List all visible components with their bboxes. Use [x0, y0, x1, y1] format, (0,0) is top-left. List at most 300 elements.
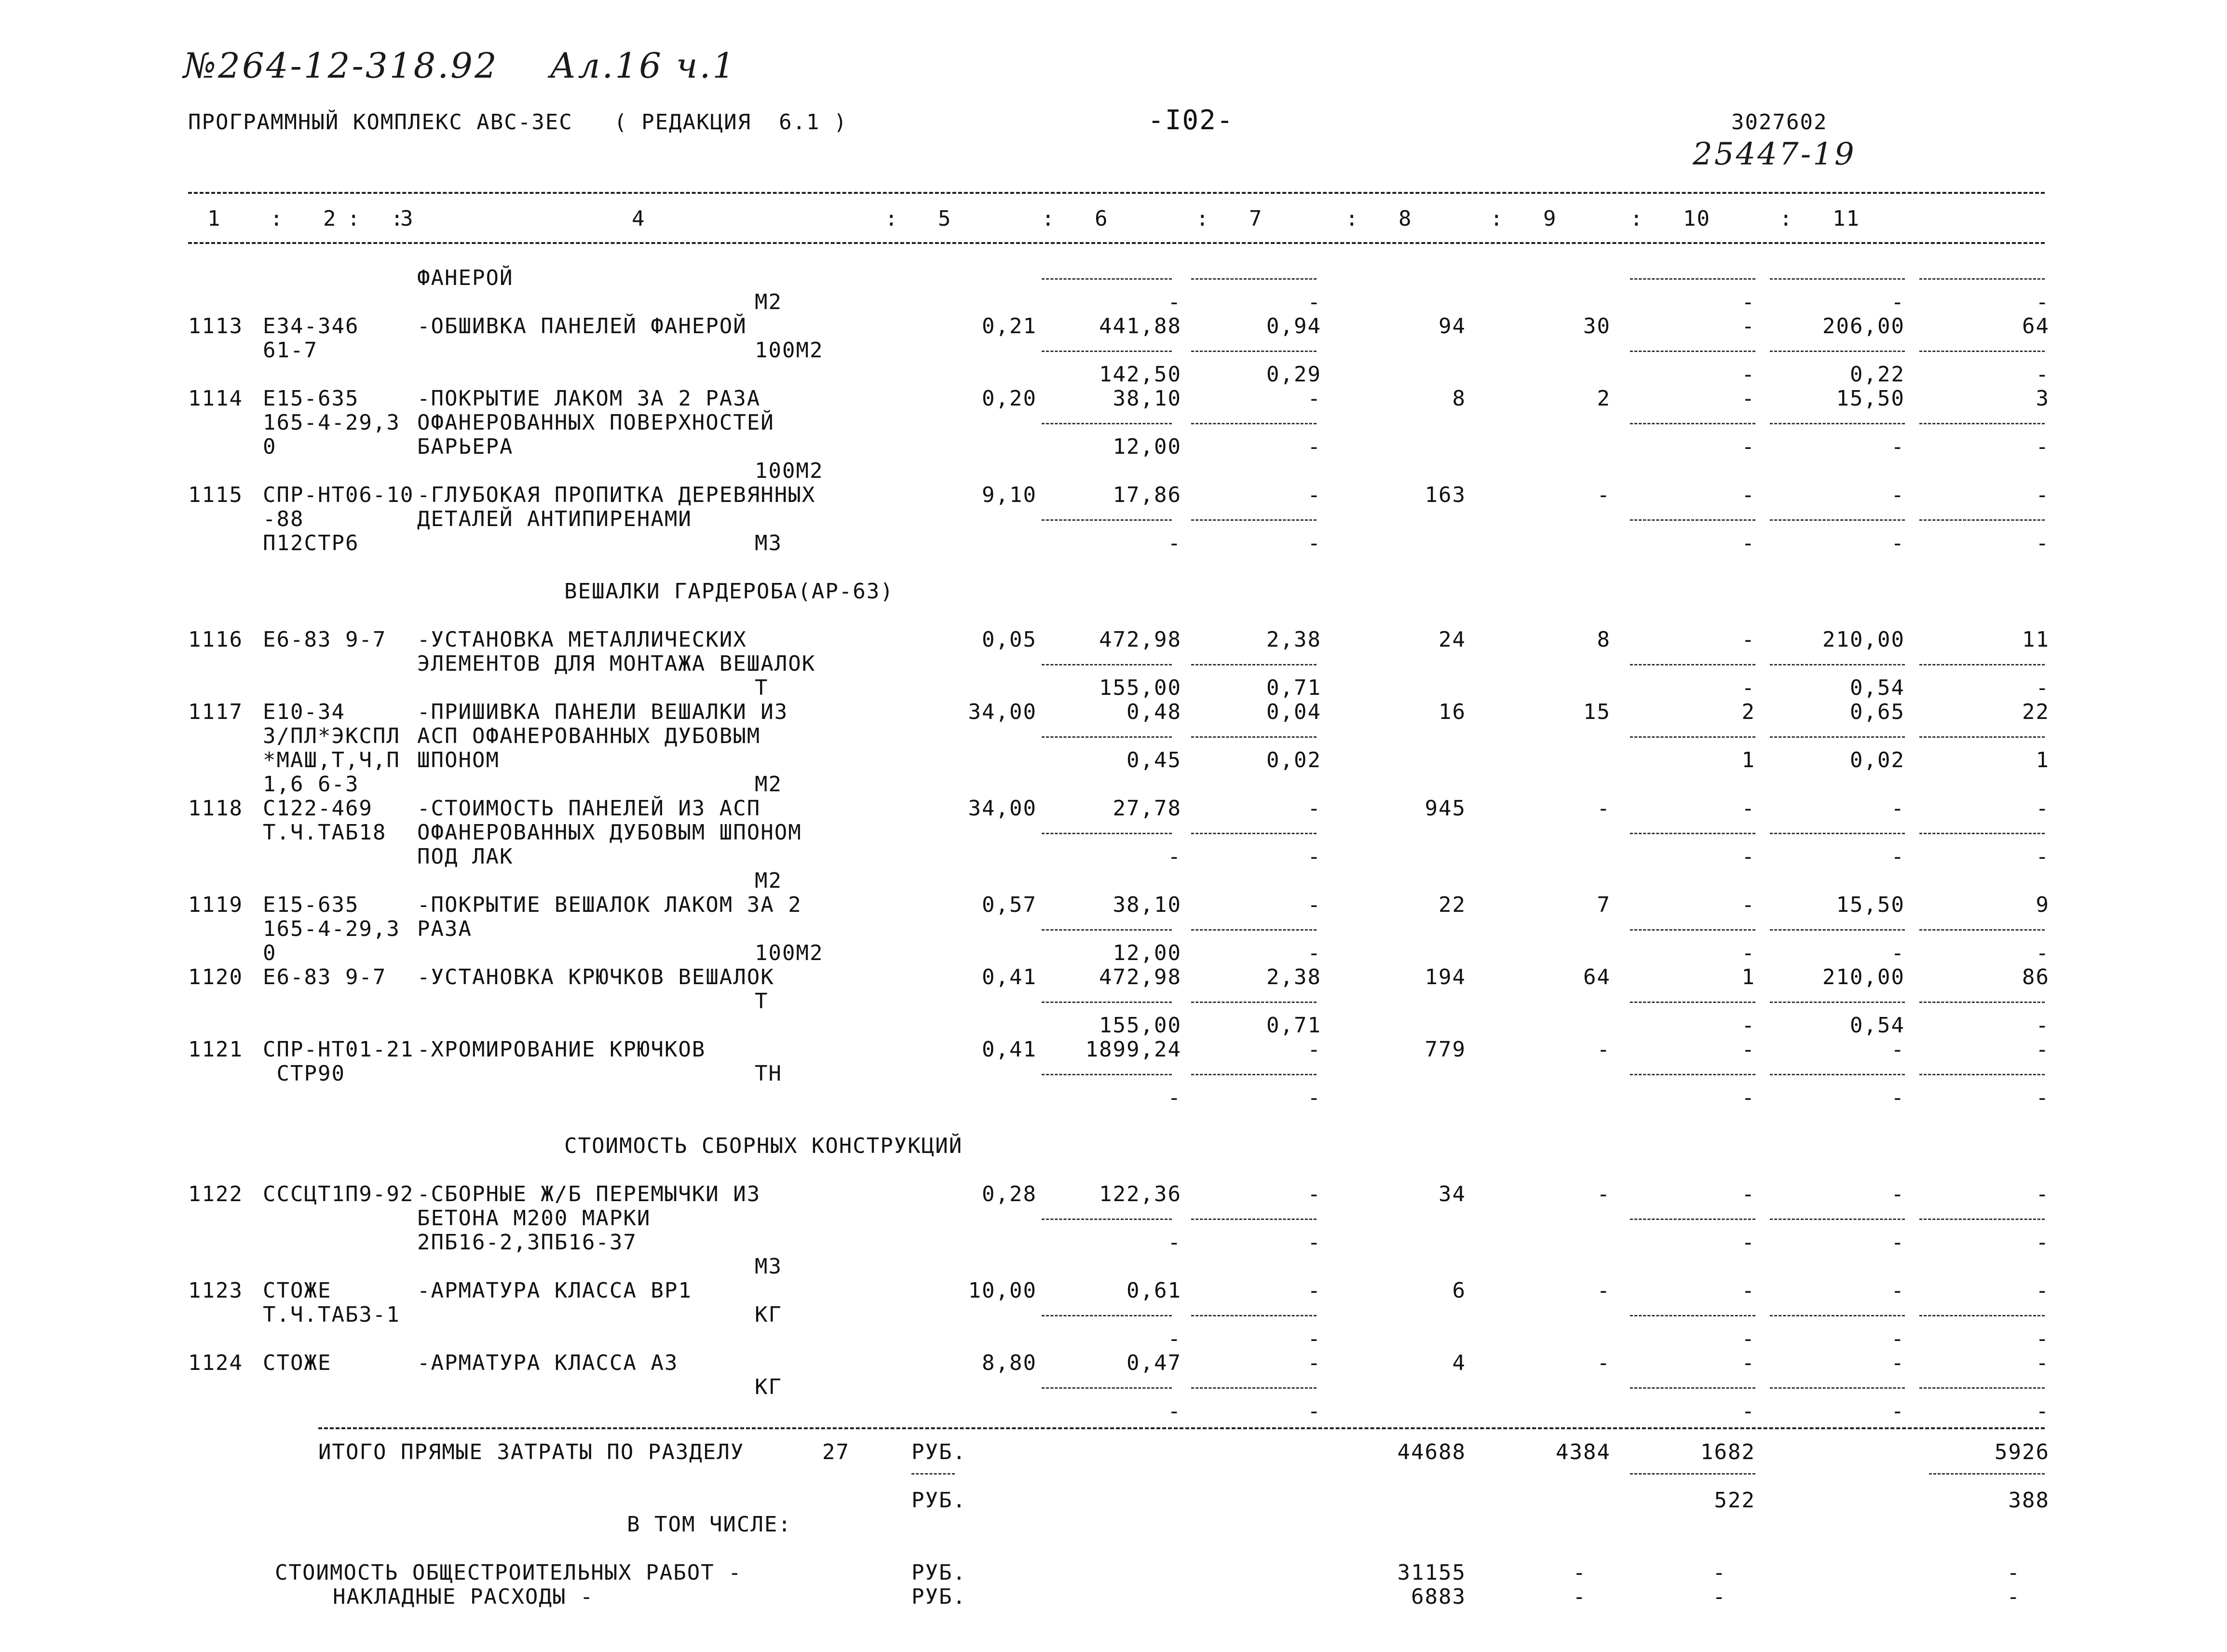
cell-col6: - [1307, 1182, 1321, 1206]
cell-col8: 30 [1583, 314, 1611, 339]
cell-col10: - [1891, 531, 1905, 555]
totals-col9-2: 522 [1714, 1488, 1755, 1513]
cell-col7: 34 [1439, 1182, 1466, 1206]
cell-underline-col6 [1191, 1315, 1317, 1316]
cell-col6: - [1307, 386, 1321, 411]
column-header-8: 8 [1399, 206, 1412, 231]
cell-col5: 17,86 [1113, 483, 1181, 507]
totals-col8: 4384 [1556, 1440, 1611, 1464]
cell-col11: 22 [2022, 700, 2050, 724]
cell-underline-col10 [1770, 1387, 1905, 1389]
cell-col10: - [1891, 1278, 1905, 1303]
cell-col6: 2,38 [1266, 627, 1321, 652]
work-description: -ПОКРЫТИЕ ЛАКОМ ЗА 2 РАЗА [417, 386, 761, 411]
general-works-col11: - [2007, 1560, 2021, 1585]
cell-underline-col5 [1042, 519, 1172, 521]
cell-col11: - [2036, 941, 2050, 965]
cell-col10: 0,02 [1850, 748, 1905, 772]
overhead-col11: - [2007, 1584, 2021, 1609]
cell-col11: - [2036, 844, 2050, 869]
totals-col7: 44688 [1397, 1440, 1466, 1464]
program-title: ПРОГРАММНЫЙ КОМПЛЕКС АВС-3ЕС ( РЕДАКЦИЯ 6.1 ) [188, 110, 848, 135]
cell-col8: - [1597, 1182, 1611, 1206]
column-header-9: 9 [1543, 206, 1557, 231]
cell-col4: 0,41 [982, 1037, 1037, 1062]
cell-col9: - [1741, 893, 1755, 917]
cell-underline-col9 [1630, 423, 1755, 424]
cell-underline-col10 [1770, 423, 1905, 424]
cell-underline-col11 [1919, 519, 2045, 521]
cell-col9: - [1741, 483, 1755, 507]
cell-col11: - [2036, 290, 2050, 314]
work-description: ШПОНОМ [417, 748, 500, 772]
rate-code: -88 [263, 507, 304, 531]
column-separator: : [1490, 206, 1504, 231]
column-header-7: 7 [1249, 206, 1263, 231]
cell-underline-col10 [1770, 519, 1905, 521]
work-description: БЕТОНА М200 МАРКИ [417, 1206, 651, 1231]
measure-unit: М2 [755, 868, 782, 893]
cell-col10: 15,50 [1836, 386, 1905, 411]
cell-col4: 34,00 [968, 700, 1037, 724]
cell-col9: - [1741, 627, 1755, 652]
cell-underline-col11 [1919, 736, 2045, 738]
cell-col9: - [1741, 1327, 1755, 1351]
work-description: ОФАНЕРОВАННЫХ ДУБОВЫМ ШПОНОМ [417, 820, 802, 845]
cell-col6: - [1307, 1278, 1321, 1303]
cell-col11: - [2036, 531, 2050, 555]
rate-code: *МАШ,Т,Ч,П [263, 748, 400, 772]
general-works-label: СТОИМОСТЬ ОБЩЕСТРОИТЕЛЬНЫХ РАБОТ - [275, 1560, 742, 1585]
totals-dash-unit [911, 1473, 955, 1475]
section-heading: ВЕШАЛКИ ГАРДЕРОБА(АР-63) [564, 579, 894, 604]
work-description: -АРМАТУРА КЛАССА А3 [417, 1351, 679, 1375]
cell-col10: - [1891, 1085, 1905, 1110]
cell-col4: 0,57 [982, 893, 1037, 917]
cell-col9: - [1741, 290, 1755, 314]
cell-underline-col5 [1042, 929, 1172, 931]
cell-col10: - [1891, 1230, 1905, 1255]
cell-col5: - [1168, 1327, 1181, 1351]
cell-col6: - [1307, 1085, 1321, 1110]
cell-col5: 12,00 [1113, 941, 1181, 965]
cell-col6: - [1307, 893, 1321, 917]
row-number: 1116 [188, 627, 243, 652]
cell-col7: 22 [1439, 893, 1466, 917]
cell-col8: 7 [1597, 893, 1611, 917]
cell-col11: - [2036, 434, 2050, 459]
cell-underline-col9 [1630, 736, 1755, 738]
rate-code: СССЦТ1П9-92 [263, 1182, 414, 1206]
cell-underline-col11 [1919, 351, 2045, 352]
cell-col4: 8,80 [982, 1351, 1037, 1375]
cell-col10: - [1891, 844, 1905, 869]
cell-underline-col10 [1770, 664, 1905, 665]
rate-code: Е15-635 [263, 893, 359, 917]
handwritten-album-ref: Ал.16 ч.1 [550, 45, 737, 86]
cell-col5: 0,61 [1127, 1278, 1181, 1303]
cell-col9: 1 [1741, 748, 1755, 772]
cell-col7: 194 [1425, 965, 1466, 989]
rate-code: Е15-635 [263, 386, 359, 411]
row-number: 1118 [188, 796, 243, 821]
cell-col10: - [1891, 1182, 1905, 1206]
cell-underline-col10 [1770, 1315, 1905, 1316]
work-description: АСП ОФАНЕРОВАННЫХ ДУБОВЫМ [417, 724, 761, 748]
rate-code: Е6-83 9-7 [263, 965, 387, 989]
cell-col8: - [1597, 1351, 1611, 1375]
totals-unit-2: РУБ. [911, 1488, 966, 1513]
cell-col5: 38,10 [1113, 893, 1181, 917]
work-description: 2ПБ16-2,3ПБ16-37 [417, 1230, 637, 1255]
row-number: 1114 [188, 386, 243, 411]
cell-col11: - [2036, 1327, 2050, 1351]
row-number: 1121 [188, 1037, 243, 1062]
cell-col11: 86 [2022, 965, 2050, 989]
general-works-col8: - [1573, 1560, 1587, 1585]
cell-col7: 6 [1452, 1278, 1466, 1303]
general-works-unit: РУБ. [911, 1560, 966, 1585]
cell-col11: 3 [2036, 386, 2050, 411]
column-header-6: 6 [1095, 206, 1109, 231]
row-number: 1119 [188, 893, 243, 917]
measure-unit: 100М2 [755, 338, 824, 363]
cell-underline-col5 [1042, 833, 1172, 834]
cell-col9: - [1741, 796, 1755, 821]
rate-code: СТОЖЕ [263, 1351, 332, 1375]
cell-col9: - [1741, 941, 1755, 965]
work-description: -ГЛУБОКАЯ ПРОПИТКА ДЕРЕВЯННЫХ [417, 483, 816, 507]
cell-col7: 4 [1452, 1351, 1466, 1375]
measure-unit: 100М2 [755, 941, 824, 965]
rate-code: СПР-НТ06-10 [263, 483, 414, 507]
cell-underline-col10 [1770, 1074, 1905, 1075]
cell-col10: - [1891, 1399, 1905, 1423]
cell-col8: 2 [1597, 386, 1611, 411]
cell-underline-col10 [1770, 1219, 1905, 1220]
cell-col4: 0,28 [982, 1182, 1037, 1206]
cell-col7: 94 [1439, 314, 1466, 339]
cell-col11: - [2036, 1351, 2050, 1375]
cell-col11: - [2036, 1037, 2050, 1062]
cell-col9: - [1741, 1230, 1755, 1255]
work-description: -ПОКРЫТИЕ ВЕШАЛОК ЛАКОМ ЗА 2 [417, 893, 802, 917]
cell-col10: - [1891, 434, 1905, 459]
work-description: БАРЬЕРА [417, 434, 514, 459]
column-separator: : [1042, 206, 1056, 231]
cell-col11: - [2036, 676, 2050, 700]
cell-col9: 1 [1741, 965, 1755, 989]
cell-col5: 27,78 [1113, 796, 1181, 821]
cell-col5: - [1168, 290, 1181, 314]
cell-underline-col5 [1042, 736, 1172, 738]
cell-col5: - [1168, 531, 1181, 555]
cell-underline-col11 [1919, 1074, 2045, 1075]
measure-unit: М2 [755, 290, 782, 314]
cell-col7: 16 [1439, 700, 1466, 724]
work-description: -СТОИМОСТЬ ПАНЕЛЕЙ ИЗ АСП [417, 796, 761, 821]
column-separator: : [1196, 206, 1210, 231]
totals-col9: 1682 [1700, 1440, 1755, 1464]
cell-underline-col10 [1770, 736, 1905, 738]
cell-col9: - [1741, 844, 1755, 869]
cell-col5: 441,88 [1099, 314, 1181, 339]
cell-col9: - [1741, 1351, 1755, 1375]
column-separator: : [1779, 206, 1793, 231]
cell-col4: 0,41 [982, 965, 1037, 989]
cell-col5: 122,36 [1099, 1182, 1181, 1206]
totals-label: ИТОГО ПРЯМЫЕ ЗАТРАТЫ ПО РАЗДЕЛУ [318, 1440, 745, 1464]
cell-col10: - [1891, 290, 1905, 314]
cell-col6: - [1307, 290, 1321, 314]
including-label: В ТОМ ЧИСЛЕ: [627, 1512, 792, 1537]
rate-code: 165-4-29,3 [263, 917, 400, 941]
cell-col5: - [1168, 1399, 1181, 1423]
cell-underline-col5 [1042, 278, 1172, 280]
cell-col10: 210,00 [1822, 627, 1905, 652]
cell-col5: 12,00 [1113, 434, 1181, 459]
general-works-col7: 31155 [1397, 1560, 1466, 1585]
overhead-label: НАКЛАДНЫЕ РАСХОДЫ - [333, 1584, 594, 1609]
cell-col5: 0,48 [1127, 700, 1181, 724]
cell-col5: 0,45 [1127, 748, 1181, 772]
cell-col11: - [2036, 483, 2050, 507]
cell-underline-col9 [1630, 351, 1755, 352]
cell-col8: - [1597, 1278, 1611, 1303]
work-description: ЭЛЕМЕНТОВ ДЛЯ МОНТАЖА ВЕШАЛОК [417, 651, 816, 676]
cell-underline-col9 [1630, 1002, 1755, 1003]
cell-col4: 10,00 [968, 1278, 1037, 1303]
totals-dash-col11 [1929, 1473, 2045, 1475]
cell-col9: - [1741, 386, 1755, 411]
cell-col4: 0,05 [982, 627, 1037, 652]
cell-underline-col6 [1191, 1002, 1317, 1003]
cell-col11: - [2036, 362, 2050, 387]
cell-col11: - [2036, 796, 2050, 821]
cell-col8: 8 [1597, 627, 1611, 652]
cell-underline-col5 [1042, 351, 1172, 352]
cell-underline-col6 [1191, 664, 1317, 665]
cell-col6: - [1307, 483, 1321, 507]
cell-col8: - [1597, 1037, 1611, 1062]
cell-col4: 9,10 [982, 483, 1037, 507]
cell-underline-col6 [1191, 423, 1317, 424]
measure-unit: М3 [755, 1254, 782, 1279]
cell-col10: 0,22 [1850, 362, 1905, 387]
cell-col6: - [1307, 1327, 1321, 1351]
cell-underline-col10 [1770, 351, 1905, 352]
measure-unit: 100М2 [755, 459, 824, 483]
cell-col6: 0,04 [1266, 700, 1321, 724]
cell-col7: 779 [1425, 1037, 1466, 1062]
cell-col6: 0,71 [1266, 676, 1321, 700]
cell-underline-col6 [1191, 278, 1317, 280]
cell-underline-col6 [1191, 519, 1317, 521]
cell-underline-col9 [1630, 278, 1755, 280]
rate-code: СПР-НТ01-21 [263, 1037, 414, 1062]
totals-rule [318, 1427, 2045, 1429]
cell-col10: 206,00 [1822, 314, 1905, 339]
column-header-1: 1 [207, 206, 221, 231]
work-description: -ПРИШИВКА ПАНЕЛИ ВЕШАЛКИ ИЗ [417, 700, 788, 724]
totals-section-number: 27 [822, 1440, 850, 1464]
handwritten-number: 25447-19 [1693, 136, 1856, 172]
totals-dash-col9 [1630, 1473, 1755, 1475]
cell-underline-col11 [1919, 1002, 2045, 1003]
cell-col11: - [2036, 1230, 2050, 1255]
rate-code: СТР90 [263, 1061, 345, 1086]
cell-col9: - [1741, 1182, 1755, 1206]
cell-underline-col11 [1919, 1387, 2045, 1389]
measure-unit: Т [755, 676, 769, 700]
cell-col11: - [2036, 1278, 2050, 1303]
column-header-11: 11 [1833, 206, 1860, 231]
cell-underline-col6 [1191, 833, 1317, 834]
rate-code: СТОЖЕ [263, 1278, 332, 1303]
rate-code: 0 [263, 434, 277, 459]
cell-col6: - [1307, 844, 1321, 869]
cell-underline-col9 [1630, 1387, 1755, 1389]
work-description: -СБОРНЫЕ Ж/Б ПЕРЕМЫЧКИ ИЗ [417, 1182, 761, 1206]
cell-col9: - [1741, 314, 1755, 339]
cell-col5: 155,00 [1099, 676, 1181, 700]
cell-col9: - [1741, 1085, 1755, 1110]
rate-code: Т.Ч.ТАБ18 [263, 820, 387, 845]
cell-col6: - [1307, 1399, 1321, 1423]
cell-underline-col11 [1919, 423, 2045, 424]
column-header-2: 2 [323, 206, 337, 231]
work-description: ФАНЕРОЙ [417, 266, 514, 290]
cell-underline-col6 [1191, 1219, 1317, 1220]
cell-col9: - [1741, 1037, 1755, 1062]
cell-col6: - [1307, 1230, 1321, 1255]
cell-col10: 210,00 [1822, 965, 1905, 989]
cell-col5: - [1168, 844, 1181, 869]
cell-col5: 38,10 [1113, 386, 1181, 411]
rate-code: Е10-34 [263, 700, 345, 724]
cell-underline-col5 [1042, 1002, 1172, 1003]
cell-col6: - [1307, 941, 1321, 965]
totals-col11: 5926 [1995, 1440, 2050, 1464]
rate-code: 165-4-29,3 [263, 410, 400, 435]
cell-underline-col5 [1042, 664, 1172, 665]
cell-col9: - [1741, 1399, 1755, 1423]
row-number: 1123 [188, 1278, 243, 1303]
header-rule-top [188, 192, 2045, 194]
cell-underline-col6 [1191, 929, 1317, 931]
cell-col10: 0,54 [1850, 1013, 1905, 1038]
work-description: -ХРОМИРОВАНИЕ КРЮЧКОВ [417, 1037, 706, 1062]
measure-unit: ТН [755, 1061, 782, 1086]
cell-col6: 0,71 [1266, 1013, 1321, 1038]
column-separator: : [1630, 206, 1644, 231]
overhead-col9: - [1712, 1584, 1726, 1609]
column-separator: : [270, 206, 284, 231]
cell-col6: 0,02 [1266, 748, 1321, 772]
cell-col10: - [1891, 1037, 1905, 1062]
cell-col6: 0,29 [1266, 362, 1321, 387]
cell-col5: 0,47 [1127, 1351, 1181, 1375]
cell-underline-col5 [1042, 423, 1172, 424]
work-description: -УСТАНОВКА КРЮЧКОВ ВЕШАЛОК [417, 965, 774, 989]
cell-col11: 1 [2036, 748, 2050, 772]
cell-col9: 2 [1741, 700, 1755, 724]
row-number: 1120 [188, 965, 243, 989]
overhead-col8: - [1573, 1584, 1587, 1609]
column-separator: : [391, 206, 405, 231]
cell-underline-col9 [1630, 1219, 1755, 1220]
work-description: РАЗА [417, 917, 472, 941]
cell-col4: 0,21 [982, 314, 1037, 339]
cell-col7: 8 [1452, 386, 1466, 411]
rate-code: П12СТР6 [263, 531, 359, 555]
cell-underline-col11 [1919, 1219, 2045, 1220]
cell-col10: - [1891, 796, 1905, 821]
column-separator: : [347, 206, 361, 231]
cell-col8: 64 [1583, 965, 1611, 989]
cell-col7: 163 [1425, 483, 1466, 507]
handwritten-document-ref: №264-12-318.92 [183, 45, 499, 86]
measure-unit: Т [755, 989, 769, 1014]
work-description: ДЕТАЛЕЙ АНТИПИРЕНАМИ [417, 507, 692, 531]
cell-col11: 11 [2022, 627, 2050, 652]
cell-col6: - [1307, 531, 1321, 555]
row-number: 1115 [188, 483, 243, 507]
cell-underline-col9 [1630, 833, 1755, 834]
column-header-10: 10 [1683, 206, 1711, 231]
cell-col7: 24 [1439, 627, 1466, 652]
cell-col8: 15 [1583, 700, 1611, 724]
cell-underline-col6 [1191, 1074, 1317, 1075]
rate-code: 3/ПЛ*ЭКСПЛ [263, 724, 400, 748]
cell-underline-col10 [1770, 833, 1905, 834]
cell-underline-col11 [1919, 664, 2045, 665]
totals-col11-2: 388 [2008, 1488, 2050, 1513]
cell-underline-col9 [1630, 1074, 1755, 1075]
column-header-5: 5 [938, 206, 952, 231]
rate-code: 0 [263, 941, 277, 965]
cell-col9: - [1741, 676, 1755, 700]
cell-col11: - [2036, 1182, 2050, 1206]
cell-col10: 15,50 [1836, 893, 1905, 917]
cell-underline-col11 [1919, 278, 2045, 280]
cell-col9: - [1741, 434, 1755, 459]
overhead-col7: 6883 [1411, 1584, 1466, 1609]
measure-unit: М2 [755, 772, 782, 797]
cell-underline-col11 [1919, 1315, 2045, 1316]
cell-col6: - [1307, 796, 1321, 821]
rate-code: 61-7 [263, 338, 318, 363]
work-description: ОФАНЕРОВАННЫХ ПОВЕРХНОСТЕЙ [417, 410, 774, 435]
work-description: -УСТАНОВКА МЕТАЛЛИЧЕСКИХ [417, 627, 747, 652]
cell-underline-col6 [1191, 1387, 1317, 1389]
cell-col11: 64 [2022, 314, 2050, 339]
rate-code: Е6-83 9-7 [263, 627, 387, 652]
rate-code: Т.Ч.ТАБ3-1 [263, 1302, 400, 1327]
cell-col10: - [1891, 941, 1905, 965]
cell-col6: 2,38 [1266, 965, 1321, 989]
totals-unit: РУБ. [911, 1440, 966, 1464]
cell-underline-col6 [1191, 351, 1317, 352]
cell-col6: - [1307, 434, 1321, 459]
work-description: -АРМАТУРА КЛАССА ВР1 [417, 1278, 692, 1303]
cell-col5: 472,98 [1099, 627, 1181, 652]
cell-col6: - [1307, 1351, 1321, 1375]
cell-col5: 1899,24 [1085, 1037, 1181, 1062]
rate-code: Е34-346 [263, 314, 359, 339]
overhead-unit: РУБ. [911, 1584, 966, 1609]
cell-col9: - [1741, 362, 1755, 387]
